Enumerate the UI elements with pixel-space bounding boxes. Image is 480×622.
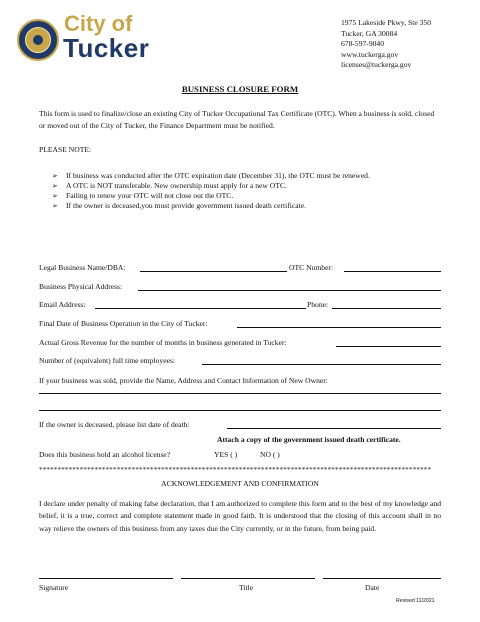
final-date-field[interactable]	[237, 327, 441, 328]
death-date-field[interactable]	[227, 428, 441, 429]
gross-revenue-field[interactable]	[336, 346, 441, 347]
phone-field[interactable]	[332, 308, 441, 309]
contact-website: www.tuckerga.gov	[341, 49, 399, 59]
arrow-bullet-icon: ➢	[52, 182, 58, 190]
contact-block	[341, 18, 431, 71]
list-item: ➢ If the owner is deceased,you must provide government issued death certificate.	[52, 201, 306, 210]
form-title: BUSINESS CLOSURE FORM	[181, 84, 299, 94]
title-label: Title	[239, 583, 254, 592]
email-label: Email Address:	[39, 300, 86, 309]
contact-address: 1975 Lakeside Pkwy, Ste 350	[341, 18, 431, 27]
email-field[interactable]	[95, 308, 306, 309]
arrow-bullet-icon: ➢	[52, 172, 58, 180]
alcohol-license-question: Does this business hold an alcohol license?	[39, 450, 171, 459]
physical-address-field[interactable]	[138, 290, 441, 291]
otc-number-field[interactable]	[344, 271, 441, 272]
employees-label: Number of (equivalent) full time employees:	[39, 356, 176, 365]
legal-name-label: Legal Business Name/DBA:	[39, 263, 126, 272]
gross-revenue-label: Actual Gross Revenue for the number of months in business generated in Tucker:	[39, 338, 287, 347]
arrow-bullet-icon: ➢	[52, 202, 58, 210]
final-date-label: Final Date of Business Operation in the City of Tucker:	[39, 319, 208, 328]
arrow-bullet-icon: ➢	[52, 192, 58, 200]
phone-label: Phone:	[307, 300, 329, 309]
intro-paragraph: This form is used to finalize/close an existing City of Tucker Occupational Tax Certificate (OTC). When a business is sold, closed or moved out of the City of Tucker, the Finance Department must be notified.	[39, 109, 435, 131]
otc-number-label: OTC Number:	[289, 263, 334, 272]
new-owner-field-line-1[interactable]	[39, 393, 441, 394]
notes-list	[52, 171, 370, 211]
new-owner-label: If your business was sold, provide the Name, Address and Contact Information of New Owner:	[39, 376, 328, 385]
revision-note: Revised 11/2021	[396, 598, 435, 604]
title-field[interactable]	[181, 578, 315, 579]
acknowledgement-heading: ACKNOWLEDGEMENT AND CONFIRMATION	[161, 479, 319, 488]
alcohol-no-option[interactable]: NO ( )	[260, 450, 280, 459]
signature-label: Signature	[39, 583, 69, 592]
list-item: ➢ Failing to renew your OTC will not close out the OTC.	[52, 191, 234, 200]
please-note-heading: PLEASE NOTE:	[39, 145, 92, 154]
logo-city-of: City of	[64, 11, 133, 36]
alcohol-yes-option[interactable]: YES ( )	[214, 450, 238, 459]
list-item: ➢ If business was conducted after the OTC expiration date (December 31), the OTC must be renewed.	[52, 171, 370, 180]
separator-stars: **********************************************************************************************************	[39, 466, 432, 474]
contact-city: Tucker, GA 30084	[341, 28, 398, 38]
city-seal-icon	[17, 19, 59, 61]
contact-phone: 678-597-9040	[341, 39, 385, 48]
date-field[interactable]	[323, 578, 441, 579]
list-item: ➢ A OTC is NOT transferable. New ownership must apply for a new OTC.	[52, 181, 287, 190]
new-owner-field-line-2[interactable]	[39, 410, 441, 411]
acknowledgement-paragraph: I declare under penalty of making false declaration, that I am authorized to complete this form and to the best of my knowledge and belief, it is a true, correct and complete statement made in good faith. It is understood that the closing of this account shall in no way relieve the owners of this business from any taxes due the City currently, or in the future, from being paid.	[39, 499, 441, 533]
date-label: Date	[365, 583, 380, 592]
death-certificate-note: Attach a copy of the government issued death certificate.	[217, 435, 401, 444]
signature-field[interactable]	[39, 578, 173, 579]
logo-tucker: Tucker	[63, 33, 150, 63]
contact-email: licenses@tuckerga.gov	[341, 60, 412, 69]
legal-name-field[interactable]	[140, 271, 287, 272]
physical-address-label: Business Physical Address:	[39, 282, 123, 291]
death-date-label: If the owner is deceased, please list date of death:	[39, 420, 190, 429]
employees-field[interactable]	[202, 364, 441, 365]
